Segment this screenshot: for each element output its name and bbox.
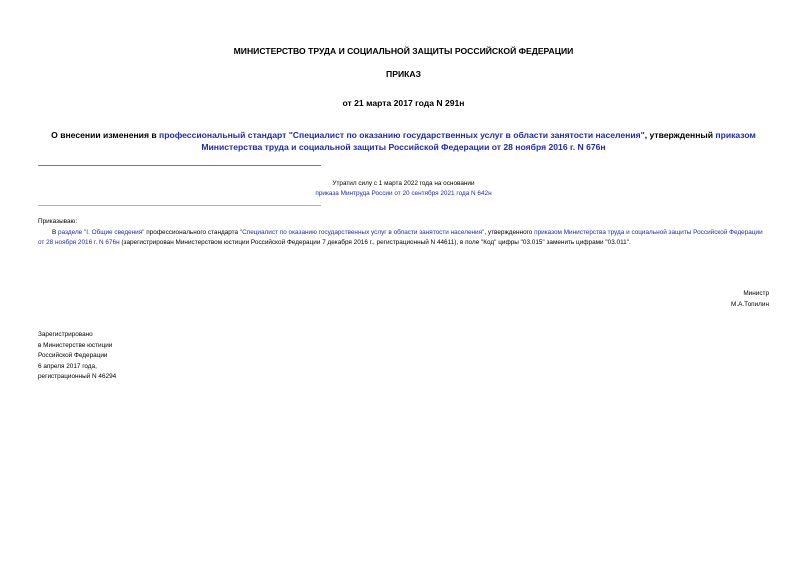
title-text-2: , утвержденный bbox=[644, 130, 716, 140]
registration-line-1: Зарегистрировано bbox=[38, 331, 93, 338]
para-text-4: (зарегистрирован Министерством юстиции Российской Федерации 7 декабря 2016 г., регистрационный N 44611), в поле "Код" цифры "03.015" заменить цифрами "03.011". bbox=[119, 239, 631, 246]
order-paragraph bbox=[38, 228, 770, 249]
registration-line-5: регистрационный N 46294 bbox=[38, 373, 117, 380]
registration-line-2: в Министерстве юстиции bbox=[38, 341, 113, 349]
order-body bbox=[38, 217, 770, 249]
document-date-number: от 21 марта 2017 года N 291н bbox=[342, 98, 465, 108]
status-divider bbox=[38, 205, 321, 206]
para-text-1: В bbox=[52, 228, 59, 236]
top-divider bbox=[38, 165, 321, 166]
para-link-standard[interactable]: "Специалист по оказанию государственных услуг в области занятости населения" bbox=[239, 228, 485, 236]
para-text-2: профессионального стандарта bbox=[144, 228, 240, 236]
para-link-section[interactable]: разделе "I. Общие сведения" bbox=[58, 228, 145, 236]
ministry-heading: МИНИСТЕРСТВО ТРУДА И СОЦИАЛЬНОЙ ЗАЩИТЫ РОССИЙСКОЙ ФЕДЕРАЦИИ bbox=[233, 46, 574, 56]
registration-line-3: Российской Федерации bbox=[38, 352, 108, 359]
para-link-order[interactable]: приказом Министерства труда и социальной защиты Российской Федерации от 28 ноября 2016 г. N 676н bbox=[38, 228, 763, 246]
registration-line-4: 6 апреля 2017 года, bbox=[38, 362, 97, 370]
signature-name: М.А.Топилин bbox=[731, 300, 769, 308]
para-text-3: , утвержденного bbox=[484, 228, 535, 236]
registration-block bbox=[38, 330, 116, 383]
title-text-1: О внесении изменения в bbox=[51, 130, 160, 140]
signature-block bbox=[731, 289, 769, 310]
document-type: ПРИКАЗ bbox=[386, 69, 421, 79]
title-link-order[interactable]: приказом Министерства труда и социальной защиты Российской Федерации от 28 ноября 2016 г. N 676н bbox=[201, 130, 756, 152]
order-word: Приказываю: bbox=[38, 218, 78, 225]
status-link[interactable]: приказа Минтруда России от 20 сентября 2021 года N 642н bbox=[315, 190, 492, 197]
status-note bbox=[0, 179, 807, 199]
title-link-standard[interactable]: профессиональный стандарт "Специалист по оказанию государственных услуг в области занятости населения" bbox=[159, 130, 645, 140]
signature-position: Министр bbox=[743, 290, 769, 297]
document-title bbox=[36, 129, 771, 153]
status-line: Утратил силу с 1 марта 2022 года на основании bbox=[332, 180, 475, 187]
